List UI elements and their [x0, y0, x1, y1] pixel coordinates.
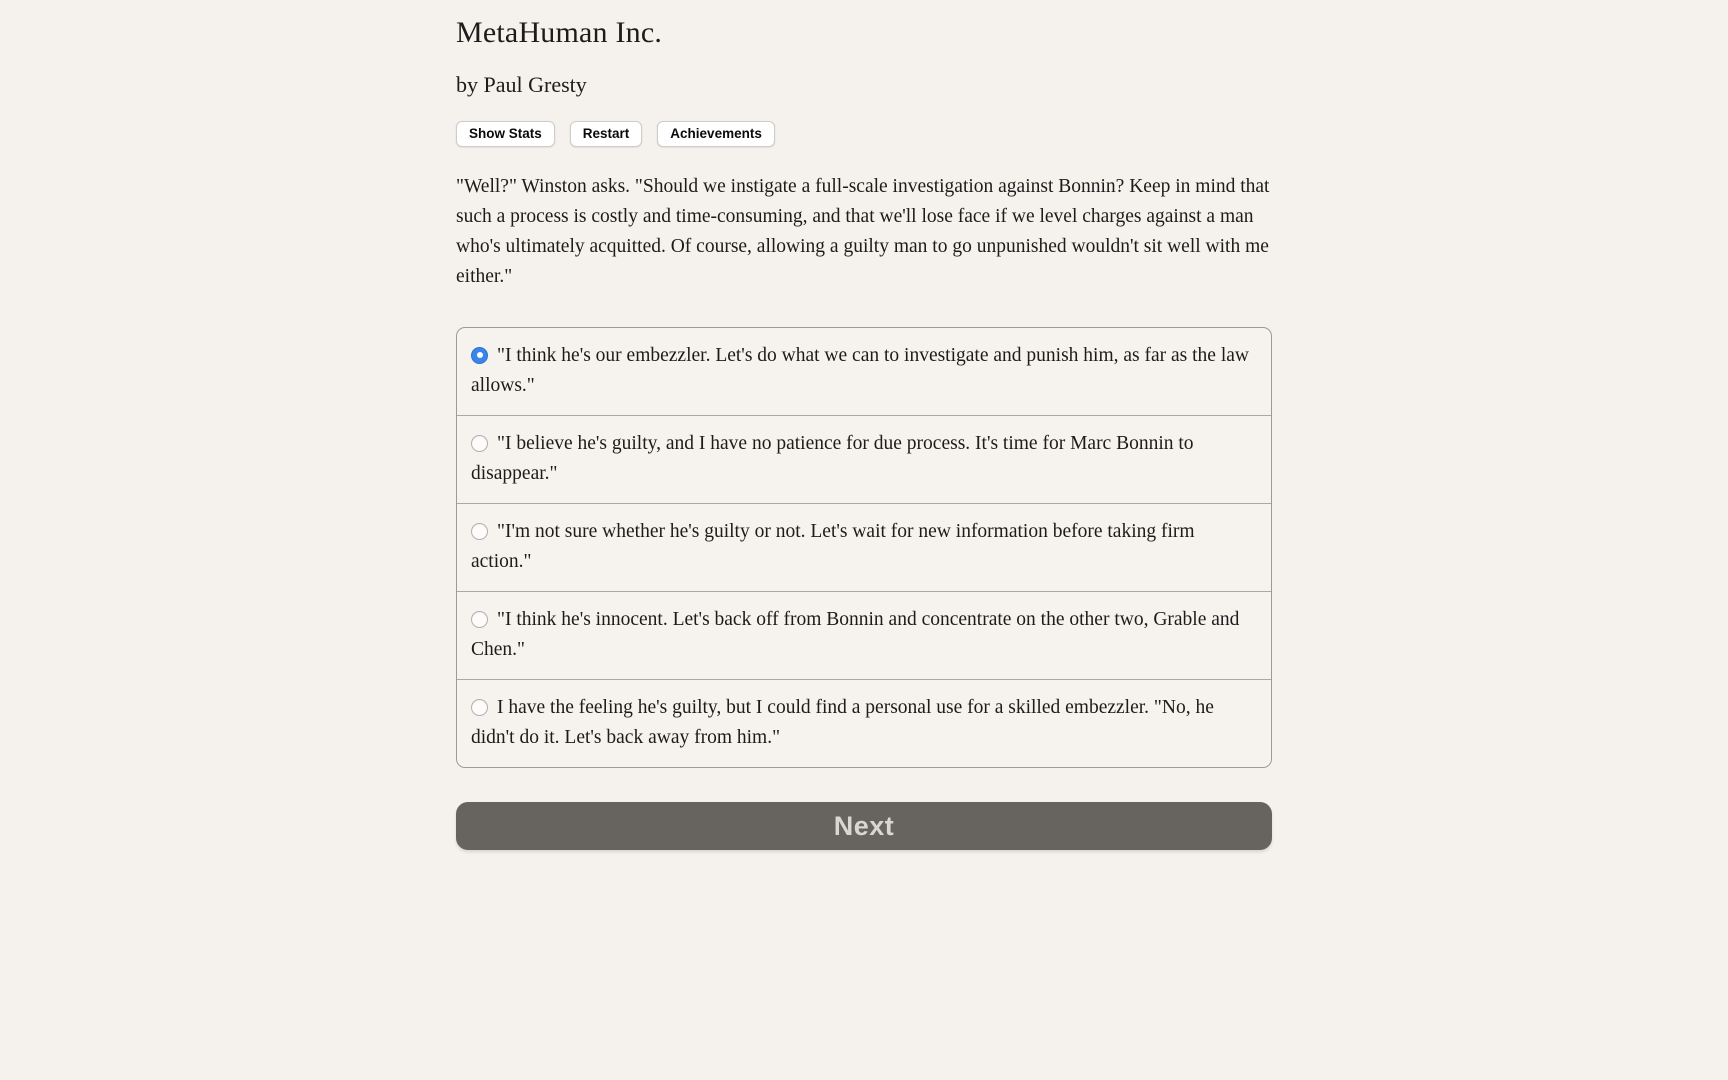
toolbar	[456, 121, 1272, 147]
game-title: MetaHuman Inc.	[456, 16, 663, 49]
choice-label-3: "I think he's innocent. Let's back off from Bonnin and concentrate on the other two, Grable and Chen."	[471, 609, 1240, 660]
game-content-column	[456, 0, 1272, 850]
choice-radio-3[interactable]	[471, 611, 488, 628]
toolbar-button-0[interactable]: Show Stats	[456, 121, 555, 147]
choice-option-2[interactable]	[457, 503, 1271, 591]
game-byline: by Paul Gresty	[456, 72, 587, 97]
toolbar-button-2[interactable]: Achievements	[657, 121, 775, 147]
choice-label-0: "I think he's our embezzler. Let's do what we can to investigate and punish him, as far as the law allows."	[471, 345, 1249, 396]
choice-label-4: I have the feeling he's guilty, but I could find a personal use for a skilled embezzler. "No, he didn't do it. Let's back away from him."	[471, 697, 1214, 748]
choice-option-1[interactable]	[457, 415, 1271, 503]
choice-radio-2[interactable]	[471, 523, 488, 540]
choice-label-1: "I believe he's guilty, and I have no patience for due process. It's time for Marc Bonnin to disappear."	[471, 433, 1194, 484]
choice-radio-4[interactable]	[471, 699, 488, 716]
toolbar-button-1[interactable]: Restart	[570, 121, 643, 147]
choice-list	[456, 327, 1272, 768]
choice-label-2: "I'm not sure whether he's guilty or not. Let's wait for new information before taking firm action."	[471, 521, 1195, 572]
story-paragraph: "Well?" Winston asks. "Should we instigate a full-scale investigation against Bonnin? Keep in mind that such a process is costly and time-consuming, and that we'll lose face if we level charges against a man who's ultimately acquitted. Of course, allowing a guilty man to go unpunished wouldn't sit well with me either."	[456, 176, 1270, 287]
choice-option-0[interactable]	[457, 328, 1271, 415]
choice-radio-0[interactable]	[471, 347, 488, 364]
choice-option-4[interactable]	[457, 679, 1271, 767]
choice-option-3[interactable]	[457, 591, 1271, 679]
next-button[interactable]: Next	[456, 802, 1272, 850]
choice-radio-1[interactable]	[471, 435, 488, 452]
